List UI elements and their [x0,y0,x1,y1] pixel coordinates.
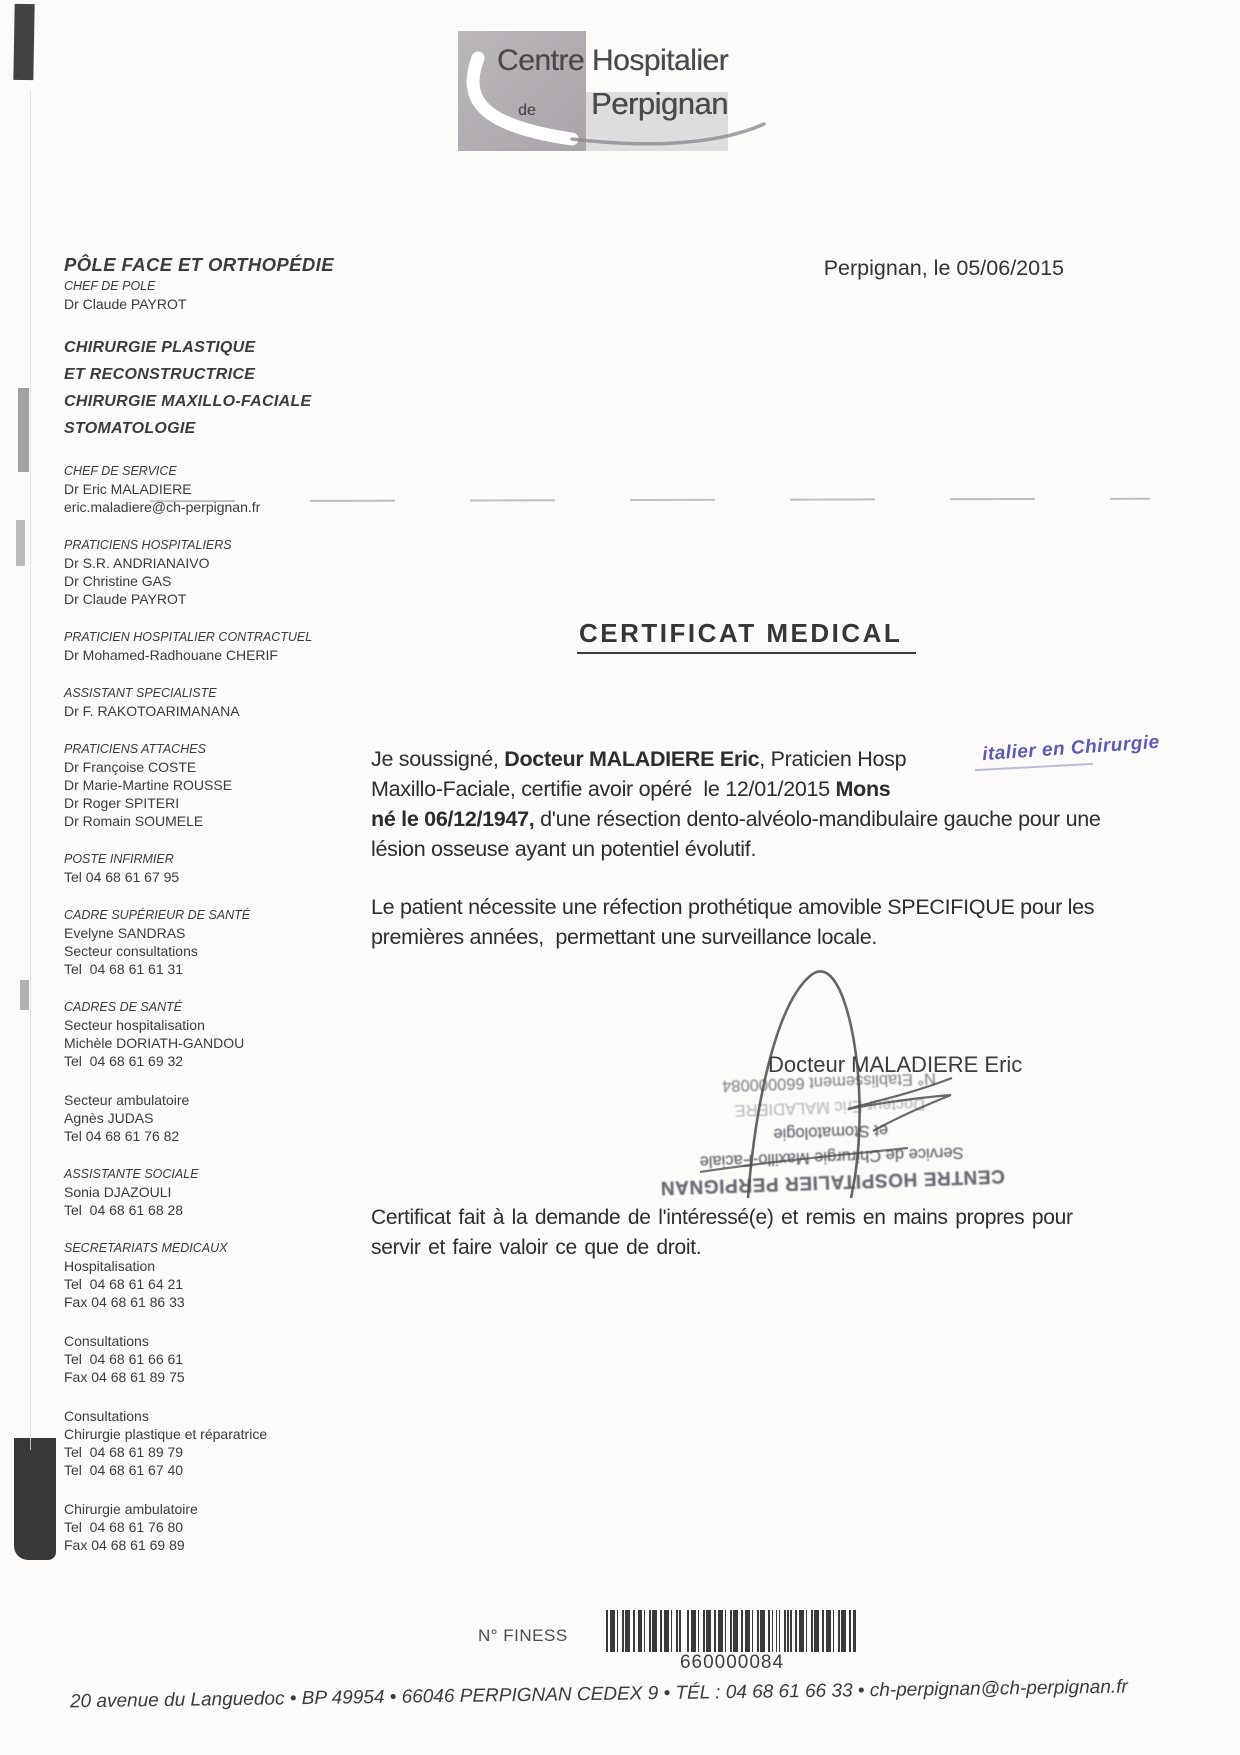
handwritten-annotation: italier en Chirurgie [981,731,1161,766]
sidebar-line: CHEF DE SERVICE [64,464,177,478]
sidebar-line: ET RECONSTRUCTRICE [64,366,256,383]
sidebar-line: Tel 04 68 61 76 80 [64,1519,184,1535]
sidebar-line: SECRETARIATS MEDICAUX [64,1241,228,1255]
sidebar-line: Dr Françoise COSTE [64,759,197,775]
address-line: 20 avenue du Languedoc • BP 49954 • 66046 PERPIGNAN CEDEX 9 • TÉL : 04 68 61 66 33 • ch-perpignan@ch-perpignan.fr [69,1676,1128,1713]
stamp-line: Docteur Eric MALADIERE [734,1094,926,1120]
scan-artifact-left-1 [18,388,29,472]
sidebar-line: Fax 04 68 61 69 89 [64,1537,185,1553]
sidebar-line: Secteur consultations [64,943,198,959]
paragraph-2-line-1: Le patient nécessite une réfection prothétique amovible SPECIFIQUE pour les [371,895,1095,919]
stamp-line: et Stomatologie [773,1120,889,1143]
stamp-line: N° Etablissement 660000084 [721,1069,937,1095]
sidebar-line: Dr Eric MALADIERE [64,481,192,497]
paragraph-3-line-1: Certificat fait à la demande de l'intéressé(e) et remis en mains propres pour [371,1206,1073,1229]
sidebar-line: Michèle DORIATH-GANDOU [64,1035,245,1051]
sidebar-line: Secteur hospitalisation [64,1017,205,1033]
p1-after-doctor: , Praticien Hosp [759,747,907,771]
finess-label: N° FINESS [478,1626,568,1645]
finess-barcode-icon [606,1610,856,1652]
paragraph-3 [371,1203,1131,1263]
sidebar-line: Sonia DJAZOULI [64,1184,172,1200]
p1-intro: Je soussigné, [371,747,505,771]
paragraph-2-line-2: premières années, permettant une surveillance locale. [371,925,878,949]
sidebar-line: eric.maladiere@ch-perpignan.fr [64,499,261,515]
sidebar-line: PRATICIENS HOSPITALIERS [64,538,232,552]
sidebar-line: Tel 04 68 61 67 95 [64,869,180,885]
paragraph-1-line-2 [371,774,1131,804]
sidebar-line: PRATICIEN HOSPITALIER CONTRACTUEL [64,630,313,644]
date-line: Perpignan, le 05/06/2015 [823,256,1064,280]
scan-artifact-bottom-left [14,1438,56,1560]
sidebar-line: Tel 04 68 61 69 32 [64,1053,184,1069]
p1-line2: Maxillo-Faciale, certifie avoir opéré le 12/01/2015 [371,777,836,801]
sidebar-line: Tel 04 68 61 64 21 [64,1276,184,1292]
sidebar-line: Hospitalisation [64,1258,156,1274]
paragraph-3-line-2: servir et faire valoir ce que de droit. [371,1236,702,1259]
logo-name-line2: Perpignan [591,86,728,121]
sidebar-line: Chirurgie ambulatoire [64,1501,198,1517]
sidebar-line: Dr S.R. ANDRIANAIVO [64,555,210,571]
sidebar-line: Evelyne SANDRAS [64,925,186,941]
finess-number: 660000084 [679,1652,785,1673]
stamp-line: CENTRE HOSPITALIER PERPIGNAN [659,1164,1006,1198]
sidebar-line: Dr F. RAKOTOARIMANANA [64,703,240,719]
sidebar-line: ASSISTANTE SOCIALE [64,1167,199,1181]
sidebar-line: Dr Claude PAYROT [64,591,187,607]
stamp-line: Service de Chirurgie Maxillo-Faciale [699,1143,964,1171]
sidebar-line: Consultations [64,1333,149,1349]
paragraph-1-line-3 [371,804,1131,834]
sidebar-line: CADRES DE SANTÉ [64,1000,183,1014]
sidebar-line: Tel 04 68 61 68 28 [64,1202,184,1218]
certificate-title: CERTIFICAT MEDICAL [577,618,916,654]
sidebar-line: Tel 04 68 61 66 61 [64,1351,184,1367]
sidebar-line: Dr Marie-Martine ROUSSE [64,777,233,793]
sidebar-line: CADRE SUPÉRIEUR DE SANTÉ [64,908,251,922]
sidebar-line: Dr Claude PAYROT [64,296,187,312]
scan-page-fold-line [30,90,31,1450]
sidebar-line: Dr Roger SPITERI [64,795,180,811]
sidebar-line: Tel 04 68 61 76 82 [64,1128,180,1144]
sidebar-line: POSTE INFIRMIER [64,852,174,866]
logo-name-de: de [518,102,536,119]
sidebar-line: ASSISTANT SPECIALISTE [64,686,217,700]
sidebar-line: Secteur ambulatoire [64,1092,190,1108]
sidebar-line: Dr Christine GAS [64,573,172,589]
logo-name-line1: Centre Hospitalier [497,44,729,77]
doctor-signature-icon [680,948,1010,1213]
scan-artifact-left-2 [16,520,25,566]
sidebar-line: Fax 04 68 61 86 33 [64,1294,185,1310]
sidebar-line: STOMATOLOGIE [64,420,196,437]
p1-line3: d'une résection dento-alvéolo-mandibulaire gauche pour une [534,807,1101,831]
sidebar-line: Tel 04 68 61 67 40 [64,1462,184,1478]
sidebar-line: CHEF DE POLE [64,279,156,293]
sidebar-staff-directory [64,252,364,1554]
sidebar-line: CHIRURGIE PLASTIQUE [64,339,256,356]
sidebar-line: CHIRURGIE MAXILLO-FACIALE [64,393,312,410]
sidebar-line: Dr Romain SOUMELE [64,813,204,829]
p1-patient-title: Mons [835,777,891,801]
scan-artifact-top-left [13,4,34,80]
sidebar-line: Chirurgie plastique et réparatrice [64,1426,268,1442]
paragraph-2 [371,892,1131,952]
sidebar-line: Tel 04 68 61 61 31 [64,961,184,977]
sidebar-line: Consultations [64,1408,149,1424]
paragraph-1-line-4: lésion osseuse ayant un potentiel évolutif. [371,837,757,861]
p1-birthdate: né le 06/12/1947, [371,807,535,831]
sidebar-line: Agnès JUDAS [64,1110,154,1126]
scan-artifact-left-3 [20,980,29,1010]
sidebar-line: Fax 04 68 61 89 75 [64,1369,185,1385]
sidebar-line: PÔLE FACE ET ORTHOPÉDIE [64,254,334,275]
signer-name: Docteur MALADIERE Eric [768,1052,1023,1077]
sidebar-line: Dr Mohamed-Radhouane CHERIF [64,647,278,663]
sidebar-line: PRATICIENS ATTACHES [64,742,206,756]
sidebar-line: Tel 04 68 61 89 79 [64,1444,184,1460]
p1-doctor-name: Docteur MALADIERE Eric [504,747,760,771]
